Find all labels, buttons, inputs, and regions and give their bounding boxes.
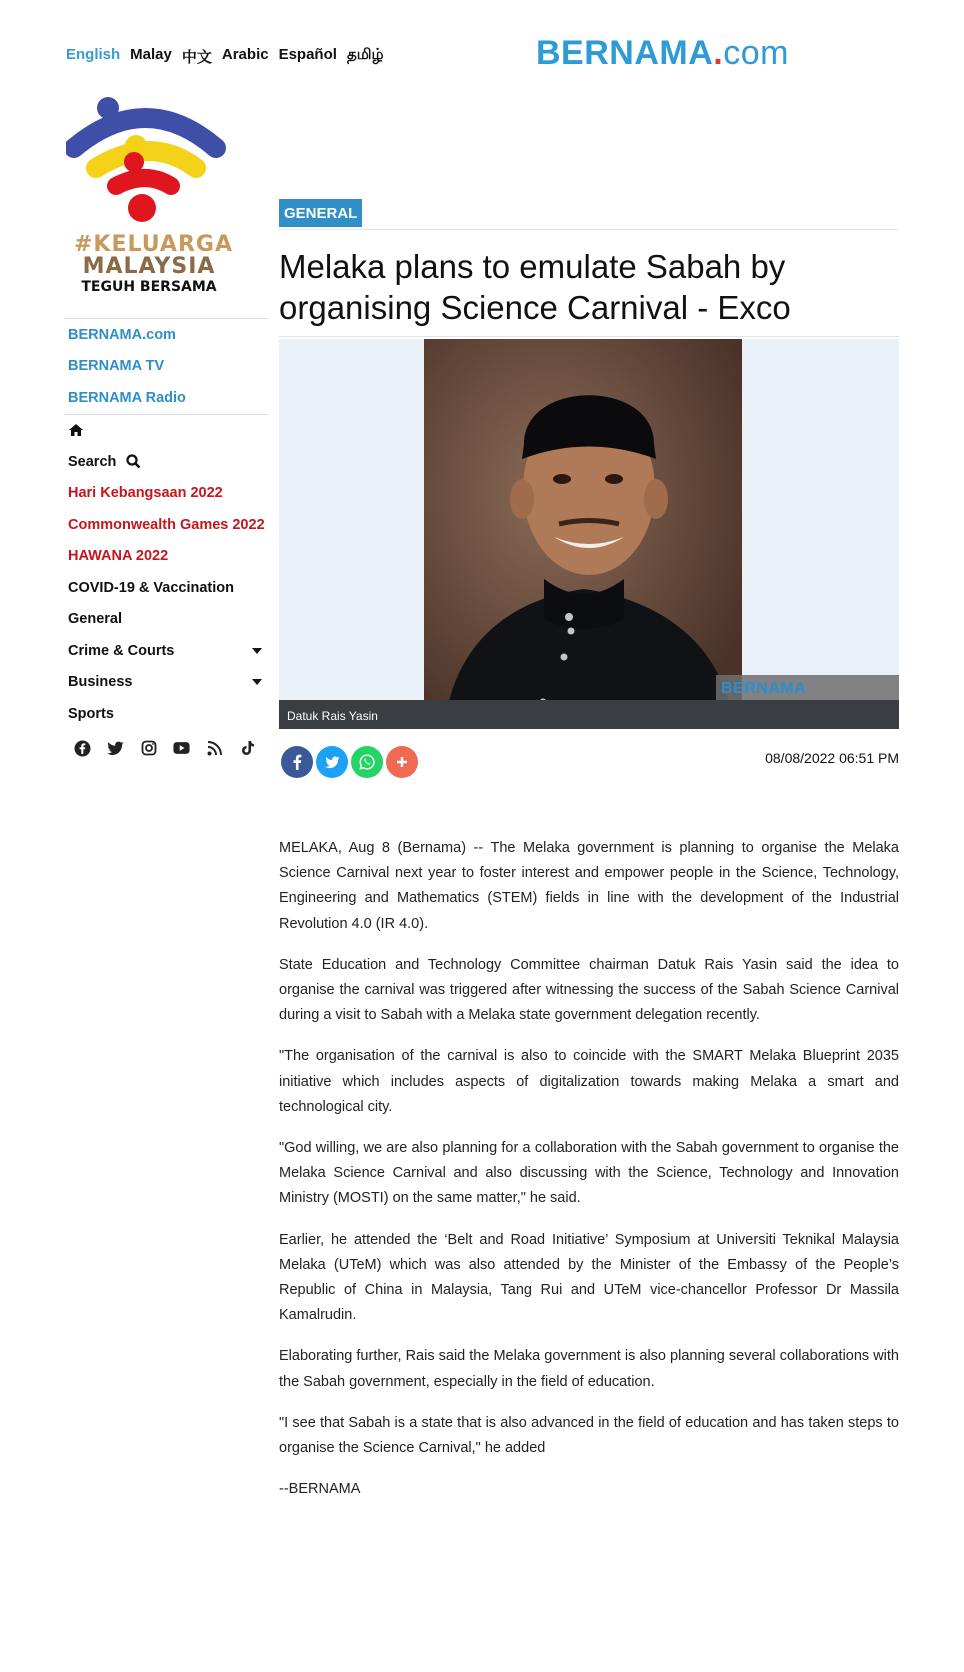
sidebar xyxy=(66,96,266,757)
share-whatsapp-button[interactable] xyxy=(351,746,383,778)
nav-hawana[interactable]: HAWANA 2022 xyxy=(68,548,169,565)
portrait-photo xyxy=(424,339,742,729)
instagram-icon[interactable] xyxy=(140,740,157,757)
photo-watermark: BERNAMA xyxy=(716,675,899,703)
article-photo xyxy=(279,339,899,729)
lang-chinese[interactable]: 中文 xyxy=(181,49,212,66)
article-paragraph: "God willing, we are also planning for a collaboration with the Sabah government to organise the Melaka Science Carnival and also discussing with the Science, Technology and Innovation Ministry (MOSTI) on the same matter," he said. xyxy=(279,1140,899,1207)
lang-malay[interactable]: Malay xyxy=(130,46,172,63)
logo-line2: MALAYSIA xyxy=(82,254,216,279)
article-body xyxy=(279,836,899,1502)
nav-commonwealth-games[interactable]: Commonwealth Games 2022 xyxy=(68,516,265,533)
publish-date: 08/08/2022 06:51 PM xyxy=(765,750,899,766)
article xyxy=(279,199,899,1518)
nav-bernama-radio[interactable]: BERNAMA Radio xyxy=(68,389,186,406)
twitter-icon xyxy=(325,756,340,769)
article-paragraph: "The organisation of the carnival is also to coincide with the SMART Melaka Blueprint 2035 initiative which includes aspects of digitalization towards making Melaka a smart and technological city. xyxy=(279,1048,899,1115)
article-paragraph: Earlier, he attended the ‘Belt and Road Initiative’ Symposium at Universiti Teknikal Malaysia Melaka (UTeM) which was also attended by the Minister of the Embassy of the People’s Republic of China in Malaysia, Tang Rui and UTeM vice-chancellor Professor Dr Massila Kamalrudin. xyxy=(279,1231,899,1324)
lang-spanish[interactable]: Español xyxy=(278,46,337,63)
category-badge[interactable]: GENERAL xyxy=(279,199,362,227)
nav-general[interactable]: General xyxy=(68,611,122,628)
brand-logo[interactable] xyxy=(536,34,789,73)
nav-crime-courts[interactable] xyxy=(66,635,266,667)
search-label: Search xyxy=(68,453,117,470)
brand-dot: . xyxy=(713,34,724,72)
nav-search[interactable] xyxy=(66,446,266,478)
nav-covid[interactable]: COVID-19 & Vaccination xyxy=(68,579,234,596)
youtube-icon[interactable] xyxy=(173,740,190,757)
category-row xyxy=(279,199,899,230)
nav-sports[interactable]: Sports xyxy=(68,705,114,722)
twitter-icon[interactable] xyxy=(107,740,124,757)
whatsapp-icon xyxy=(359,754,375,770)
share-facebook-button[interactable] xyxy=(281,746,313,778)
nav-bernama-tv[interactable]: BERNAMA TV xyxy=(68,358,165,375)
article-paragraph: MELAKA, Aug 8 (Bernama) -- The Melaka government is planning to organise the Melaka Science Carnival next year to foster interest and empower people in the Science, Technology, Engineering and Mathematics (STEM) fields in line with the development of the Industrial Revolution 4.0 (IR 4.0). xyxy=(279,840,899,932)
article-title: Melaka plans to emulate Sabah by organising Science Carnival - Exco xyxy=(279,248,791,326)
lang-tamil[interactable]: தமிழ் xyxy=(346,46,384,63)
rss-icon[interactable] xyxy=(206,740,223,757)
keluarga-malaysia-text xyxy=(74,232,233,296)
facebook-icon[interactable] xyxy=(74,740,91,757)
chevron-down-icon xyxy=(252,679,262,685)
share-row xyxy=(279,746,899,778)
facebook-icon xyxy=(292,754,302,770)
brand-tld: com xyxy=(723,34,789,72)
nav-business[interactable] xyxy=(66,667,266,699)
article-paragraph: Elaborating further, Rais said the Melaka government is also planning several collaborations with the Sabah government, especially in the field of education. xyxy=(279,1348,899,1390)
logo-line1: #KELUARGA xyxy=(74,232,233,257)
lang-arabic[interactable]: Arabic xyxy=(221,46,269,63)
logo-line3: TEGUH BERSAMA xyxy=(81,279,217,295)
nav-home[interactable] xyxy=(66,415,266,447)
social-links xyxy=(66,740,266,757)
plus-icon xyxy=(396,756,408,768)
photo-caption: Datuk Rais Yasin xyxy=(279,700,899,729)
divider xyxy=(279,336,899,337)
nav-bernama-com[interactable]: BERNAMA.com xyxy=(68,326,176,343)
language-bar xyxy=(66,46,384,67)
nav-crime-courts-label: Crime & Courts xyxy=(68,642,175,659)
share-more-button[interactable] xyxy=(386,746,418,778)
share-buttons xyxy=(281,746,418,778)
tiktok-icon[interactable] xyxy=(239,740,256,757)
nav-business-label: Business xyxy=(68,674,133,691)
home-icon xyxy=(68,423,84,437)
article-paragraph: "I see that Sabah is a state that is also advanced in the field of education and has taken steps to organise the Science Carnival," he added xyxy=(279,1414,899,1457)
chevron-down-icon xyxy=(252,648,262,654)
share-twitter-button[interactable] xyxy=(316,746,348,778)
article-signoff: --BERNAMA xyxy=(279,1481,361,1498)
lang-english[interactable]: English xyxy=(66,46,121,63)
nav-hari-kebangsaan[interactable]: Hari Kebangsaan 2022 xyxy=(68,485,223,502)
search-icon xyxy=(126,454,141,469)
brand-name: BERNAMA xyxy=(536,34,714,72)
article-paragraph: State Education and Technology Committee chairman Datuk Rais Yasin said the idea to organise the carnival was triggered after witnessing the success of the Sabah Science Carnival during a visit to Sabah with a Melaka state government delegation recently. xyxy=(279,956,899,1024)
